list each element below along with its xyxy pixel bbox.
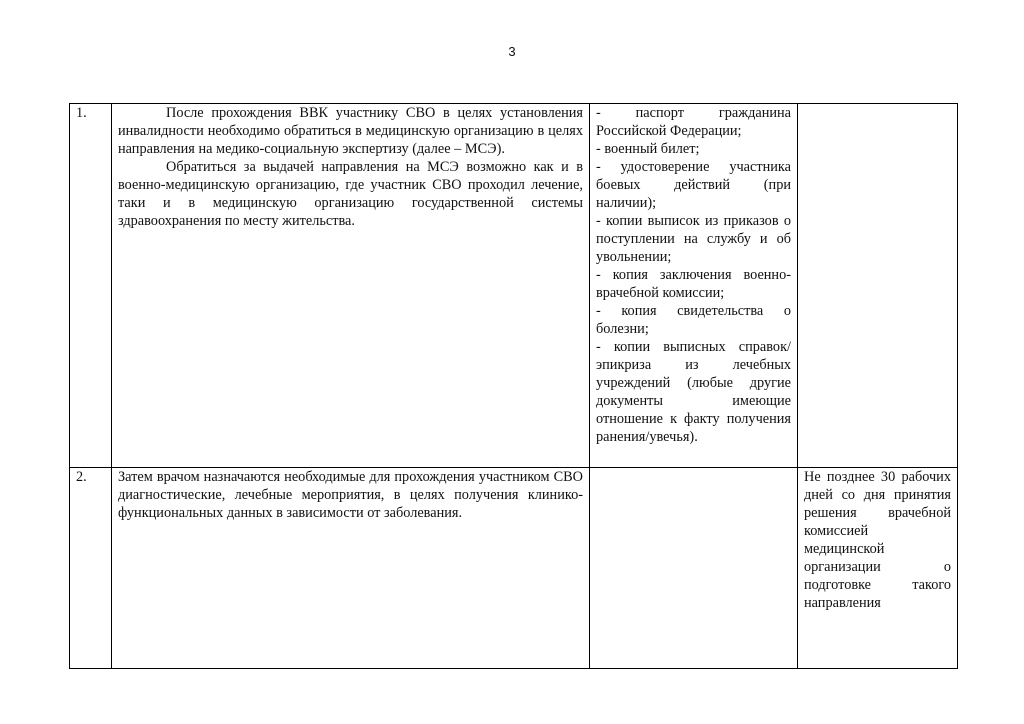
deadline-cell: Не позднее 30 рабочих дней со дня принятия решения врачебной комиссией медицинской организации о подготовке такого направления bbox=[798, 468, 958, 669]
procedure-table bbox=[69, 103, 958, 669]
list-item: - удостоверение участника боевых действий (при наличии); bbox=[596, 159, 791, 211]
list-item: - паспорт гражданина Российской Федерации; bbox=[596, 105, 791, 139]
table-row bbox=[70, 104, 958, 468]
documents-list bbox=[596, 104, 791, 446]
required-documents bbox=[590, 104, 798, 468]
paragraph: После прохождения ВВК участнику СВО в целях установления инвалидности необходимо обратиться в медицинскую организацию в целях направления на медико-социальную экспертизу (далее – МСЭ). bbox=[118, 105, 583, 157]
deadline-cell bbox=[798, 104, 958, 468]
list-item: - копии выписок из приказов о поступлении на службу и об увольнении; bbox=[596, 213, 791, 265]
row-number: 1. bbox=[70, 104, 112, 468]
list-item: - копия заключения военно-врачебной комиссии; bbox=[596, 267, 791, 301]
paragraph: Обратиться за выдачей направления на МСЭ возможно как и в военно-медицинскую организацию, где участник СВО проходил лечение, таки и в медицинскую организацию государственной системы здравоохранения по месту жительства. bbox=[118, 159, 583, 229]
list-item: - военный билет; bbox=[596, 141, 700, 157]
page-number: 3 bbox=[508, 44, 516, 59]
table-row bbox=[70, 468, 958, 669]
step-description bbox=[112, 104, 590, 468]
row-number: 2. bbox=[70, 468, 112, 669]
step-description: Затем врачом назначаются необходимые для прохождения участником СВО диагностические, лечебные мероприятия, в целях получения клинико-функциональных данных в зависимости от заболевания. bbox=[112, 468, 590, 669]
required-documents bbox=[590, 468, 798, 669]
list-item: - копия свидетельства о болезни; bbox=[596, 303, 791, 337]
list-item: - копии выписных справок/эпикриза из лечебных учреждений (любые другие документы имеющие отношение к факту получения ранения/увечья). bbox=[596, 339, 791, 445]
